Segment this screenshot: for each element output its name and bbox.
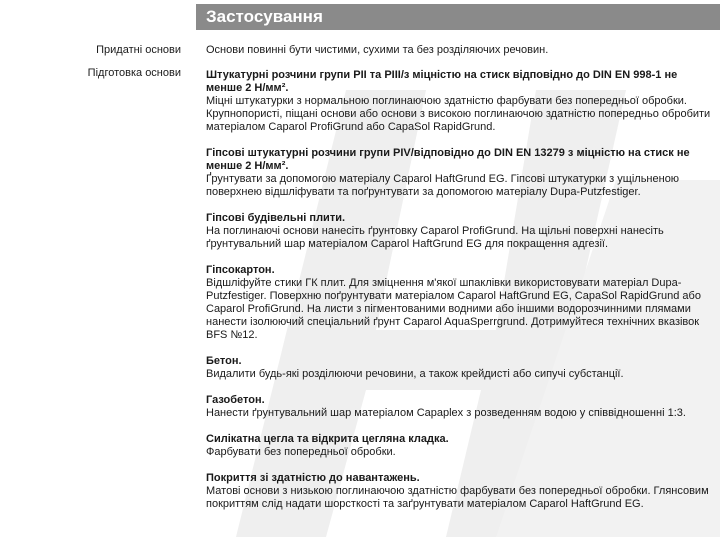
content-body bbox=[206, 44, 711, 524]
section-body: Видалити будь-які розділюючи речовини, а також крейдисті або сипучі субстанції. bbox=[206, 368, 624, 380]
section-title: Бетон. bbox=[206, 355, 242, 367]
section-title: Штукатурні розчини групи PII та PIII/з міцністю на стиск відповідно до DIN EN 998-1 не менше 2 Н/мм². bbox=[206, 69, 678, 94]
section-body: Відшліфуйте стики ГК плит. Для зміцнення м'якої шпаклівки використовувати матеріал Dupa-Putzfestiger. Поверхню поґрунтувати матеріалом Caparol HaftGrund EG, CapaSol RapidGrund або Caparol ProfiGrund. На листи з пігментованими водними або іншими водорозчинними плямами нанести ізолюючий спеціальний ґрунт Caparol AquaSperrgrund. Дотримуйтеся технічних вказівок BFS №12. bbox=[206, 277, 701, 341]
section-plaster-pii-piii bbox=[206, 69, 711, 134]
section-drywall bbox=[206, 264, 711, 342]
section-gypsum-boards bbox=[206, 212, 711, 251]
section-title: Силікатна цегла та відкрита цегляна кладка. bbox=[206, 433, 449, 445]
section-gypsum-plaster bbox=[206, 147, 711, 199]
intro-text: Основи повинні бути чистими, сухими та без розділяючих речовин. bbox=[206, 44, 549, 56]
section-load-bearing-coatings bbox=[206, 472, 711, 511]
label-substrate-preparation: Підготовка основи bbox=[87, 67, 181, 79]
section-body: Ґрунтувати за допомогою матеріалу Caparol HaftGrund EG. Гіпсові штукатурки з ущільненою поверхнею відшліфувати та поґрунтувати за допомогою матеріалу Dupa-Putzfestiger. bbox=[206, 173, 680, 198]
label-suitable-substrates: Придатні основи bbox=[96, 44, 181, 56]
section-body: Матові основи з низькою поглинаючою здатністю фарбувати без попередньої обробки. Глянсовим покриттям слід надати шорсткості та заґрунтувати матеріалом Caparol HaftGrund EG. bbox=[206, 485, 709, 510]
section-silicate-brick bbox=[206, 433, 711, 459]
section-title: Гіпсові штукатурні розчини групи PIV/відповідно до DIN EN 13279 з міцністю на стиск не менше 2 Н/мм². bbox=[206, 147, 690, 172]
section-aerated-concrete bbox=[206, 394, 711, 420]
section-heading: Застосування bbox=[206, 7, 323, 26]
section-title: Гіпсокартон. bbox=[206, 264, 275, 276]
section-title: Гіпсові будівельні плити. bbox=[206, 212, 346, 224]
section-body: Нанести ґрунтувальний шар матеріалом Capaplex з розведенням водою у співвідношенні 1:3. bbox=[206, 407, 686, 419]
section-body: На поглинаючі основи нанесіть ґрунтовку Caparol ProfiGrund. На щільні поверхні нанесіть ґрунтувальний шар матеріалом Caparol HaftGrund EG для покращення адгезії. bbox=[206, 225, 664, 250]
section-body: Міцні штукатурки з нормальною поглинаючою здатністю фарбувати без попередньої обробки. Крупнопористі, піщані основи або основи з високою поглинаючою здатністю попередньо обробити матеріалом Caparol ProfiGrund або CapaSol RapidGrund. bbox=[206, 95, 711, 133]
section-title: Газобетон. bbox=[206, 394, 265, 406]
section-title: Покриття зі здатністю до навантажень. bbox=[206, 472, 420, 484]
section-body: Фарбувати без попередньої обробки. bbox=[206, 446, 396, 458]
section-concrete bbox=[206, 355, 711, 381]
